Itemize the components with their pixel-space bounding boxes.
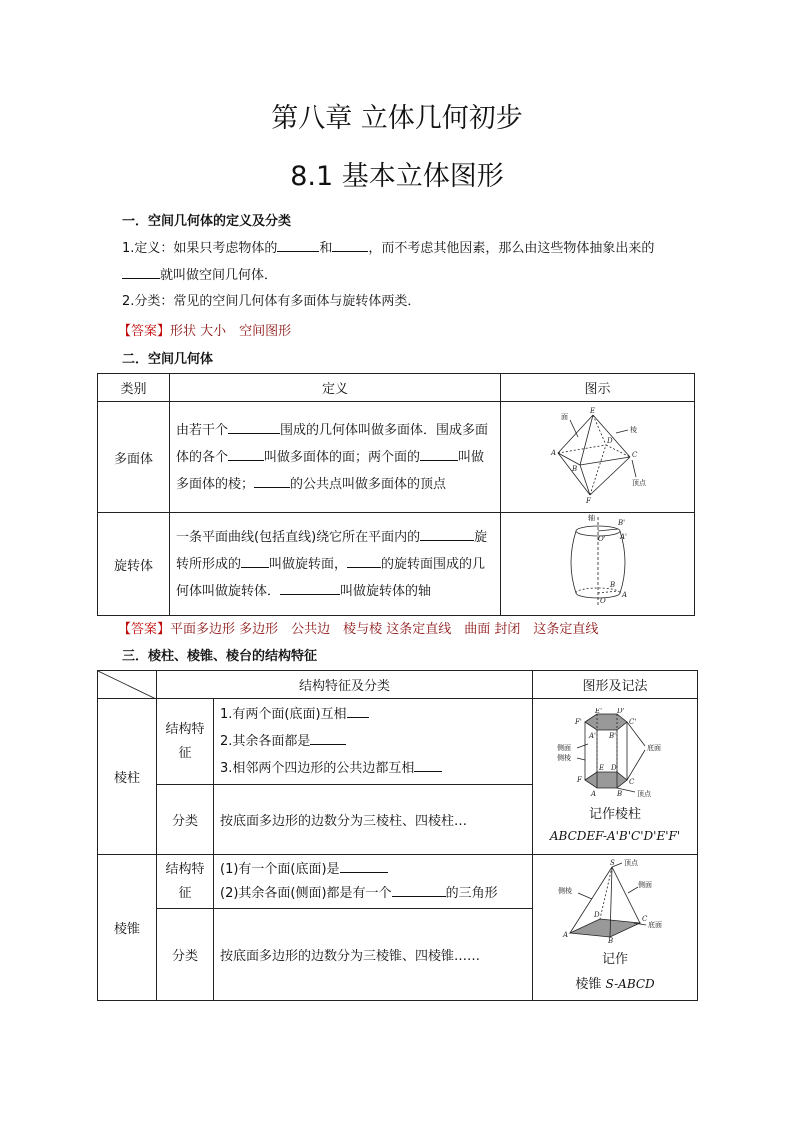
svg-text:F: F <box>577 775 582 784</box>
prism-structure-label: 结构特征 <box>157 699 214 785</box>
pyramid-structure-label: 结构特征 <box>157 855 214 909</box>
svg-text:A: A <box>591 789 597 798</box>
svg-text:A: A <box>621 591 627 599</box>
prism-label: 棱柱 <box>98 699 157 855</box>
svg-text:B': B' <box>609 731 617 740</box>
svg-text:顶点: 顶点 <box>624 859 638 867</box>
header-structure: 结构特征及分类 <box>157 671 533 699</box>
prism-classification-label: 分类 <box>157 785 214 855</box>
svg-text:A': A' <box>619 533 627 541</box>
diagonal-header-cell <box>98 671 157 699</box>
prism-figure <box>533 699 698 855</box>
svg-text:A: A <box>563 931 569 939</box>
solid-of-revolution-label: 旋转体 <box>98 513 170 616</box>
svg-text:侧面: 侧面 <box>638 881 652 889</box>
svg-text:面: 面 <box>560 413 568 421</box>
svg-text:B: B <box>617 789 623 798</box>
header-definition: 定义 <box>170 374 501 402</box>
svg-text:B: B <box>571 465 577 473</box>
header-figure-notation: 图形及记法 <box>533 671 698 699</box>
section2-heading: 二．空间几何体 <box>122 352 214 367</box>
svg-text:D': D' <box>617 707 625 715</box>
svg-text:O': O' <box>597 535 606 543</box>
svg-text:轴: 轴 <box>587 514 595 522</box>
structure-table <box>97 670 698 1001</box>
pyramid-label: 棱锥 <box>98 855 157 1001</box>
svg-text:底面: 底面 <box>647 743 661 752</box>
barrel-diagram <box>558 513 638 611</box>
solid-of-revolution-definition: 一条平面曲线(包括直线)绕它所在平面内的 旋转所形成的 叫做旋转面， 的旋转面围成的几何体叫做旋转体． 叫做旋转体的轴 <box>170 513 501 616</box>
svg-text:顶点: 顶点 <box>631 479 646 487</box>
prism-features: 1.有两个面(底面)互相 2.其余各面都是 3.相邻两个四边形的公共边都互相 <box>214 699 533 785</box>
svg-text:D: D <box>606 437 613 445</box>
pyramid-figure <box>533 855 698 1001</box>
solid-of-revolution-figure <box>501 513 695 616</box>
polyhedron-definition: 由若干个 围成的几何体叫做多面体．围成多面体的各个 叫做多面体的面；两个面的 叫做多面体的棱； 的公共点叫做多面体的顶点 <box>170 402 501 513</box>
pyramid-classification-label: 分类 <box>157 909 214 1001</box>
section1-heading: 一．空间几何体的定义及分类 <box>122 214 292 229</box>
svg-text:F: F <box>585 497 591 505</box>
svg-text:B: B <box>608 937 614 943</box>
definition-line2: 就叫做空间几何体． <box>122 265 277 285</box>
svg-text:B: B <box>609 581 615 589</box>
prism-notation-label: 记作棱柱 <box>588 806 641 822</box>
header-figure: 图示 <box>501 374 695 402</box>
svg-text:侧棱: 侧棱 <box>557 753 571 762</box>
pyramid-features: (1)有一个面(底面)是 (2)其余各面(侧面)都是有一个 的三角形 <box>214 855 533 909</box>
pyramid-notation: 棱锥 S-ABCD <box>575 977 655 992</box>
svg-text:B': B' <box>617 519 625 527</box>
blank <box>332 238 368 252</box>
pyramid-diagram <box>550 859 680 943</box>
hexagonal-prism-diagram <box>555 708 675 800</box>
svg-text:E: E <box>599 763 605 772</box>
svg-text:F': F' <box>575 717 582 726</box>
svg-text:底面: 底面 <box>648 921 662 929</box>
octahedron-diagram <box>548 405 648 505</box>
svg-text:侧棱: 侧棱 <box>558 887 572 895</box>
blank <box>122 265 160 279</box>
section3-heading: 三．棱柱、棱锥、棱台的结构特征 <box>122 649 318 664</box>
svg-text:C: C <box>631 451 637 459</box>
solids-table <box>97 373 695 616</box>
classification-line: 2.分类：常见的空间几何体有多面体与旋转体两类． <box>122 294 421 309</box>
svg-text:E: E <box>589 407 595 415</box>
svg-text:侧面: 侧面 <box>557 743 571 752</box>
answer-2: 【答案】平面多边形 多边形 公共边 棱与棱 这条定直线 曲面 封闭 这条定直线 <box>118 622 599 637</box>
svg-text:D: D <box>594 911 600 919</box>
svg-text:C': C' <box>629 717 637 726</box>
svg-text:O: O <box>599 597 606 605</box>
pyramid-classification: 按底面多边形的边数分为三棱锥、四棱锥…… <box>214 909 533 1001</box>
svg-text:C: C <box>629 777 635 786</box>
chapter-title: 第八章 立体几何初步 <box>271 103 523 134</box>
svg-text:S: S <box>610 859 615 867</box>
definition-line1: 1.定义：如果只考虑物体的 和 ，而不考虑其他因素，那么由这些物体抽象出来的 <box>122 238 654 258</box>
answer-1: 【答案】形状 大小 空间图形 <box>118 324 292 339</box>
svg-text:E': E' <box>595 707 603 715</box>
svg-text:顶点: 顶点 <box>637 789 651 798</box>
svg-text:C: C <box>642 915 648 923</box>
polyhedron-figure <box>501 402 695 513</box>
svg-text:棱: 棱 <box>629 426 637 434</box>
svg-text:D: D <box>611 763 617 772</box>
polyhedron-label: 多面体 <box>98 402 170 513</box>
pyramid-notation-label: 记作 <box>601 952 628 967</box>
header-category: 类别 <box>98 374 170 402</box>
section-title: 8.1 基本立体图形 <box>290 161 504 192</box>
blank <box>277 238 319 252</box>
svg-text:A: A <box>550 449 556 457</box>
svg-text:A': A' <box>589 731 596 740</box>
prism-classification: 按底面多边形的边数分为三棱柱、四棱柱… <box>214 785 533 855</box>
prism-notation: ABCDEF-A'B'C'D'E'F' <box>549 828 681 843</box>
